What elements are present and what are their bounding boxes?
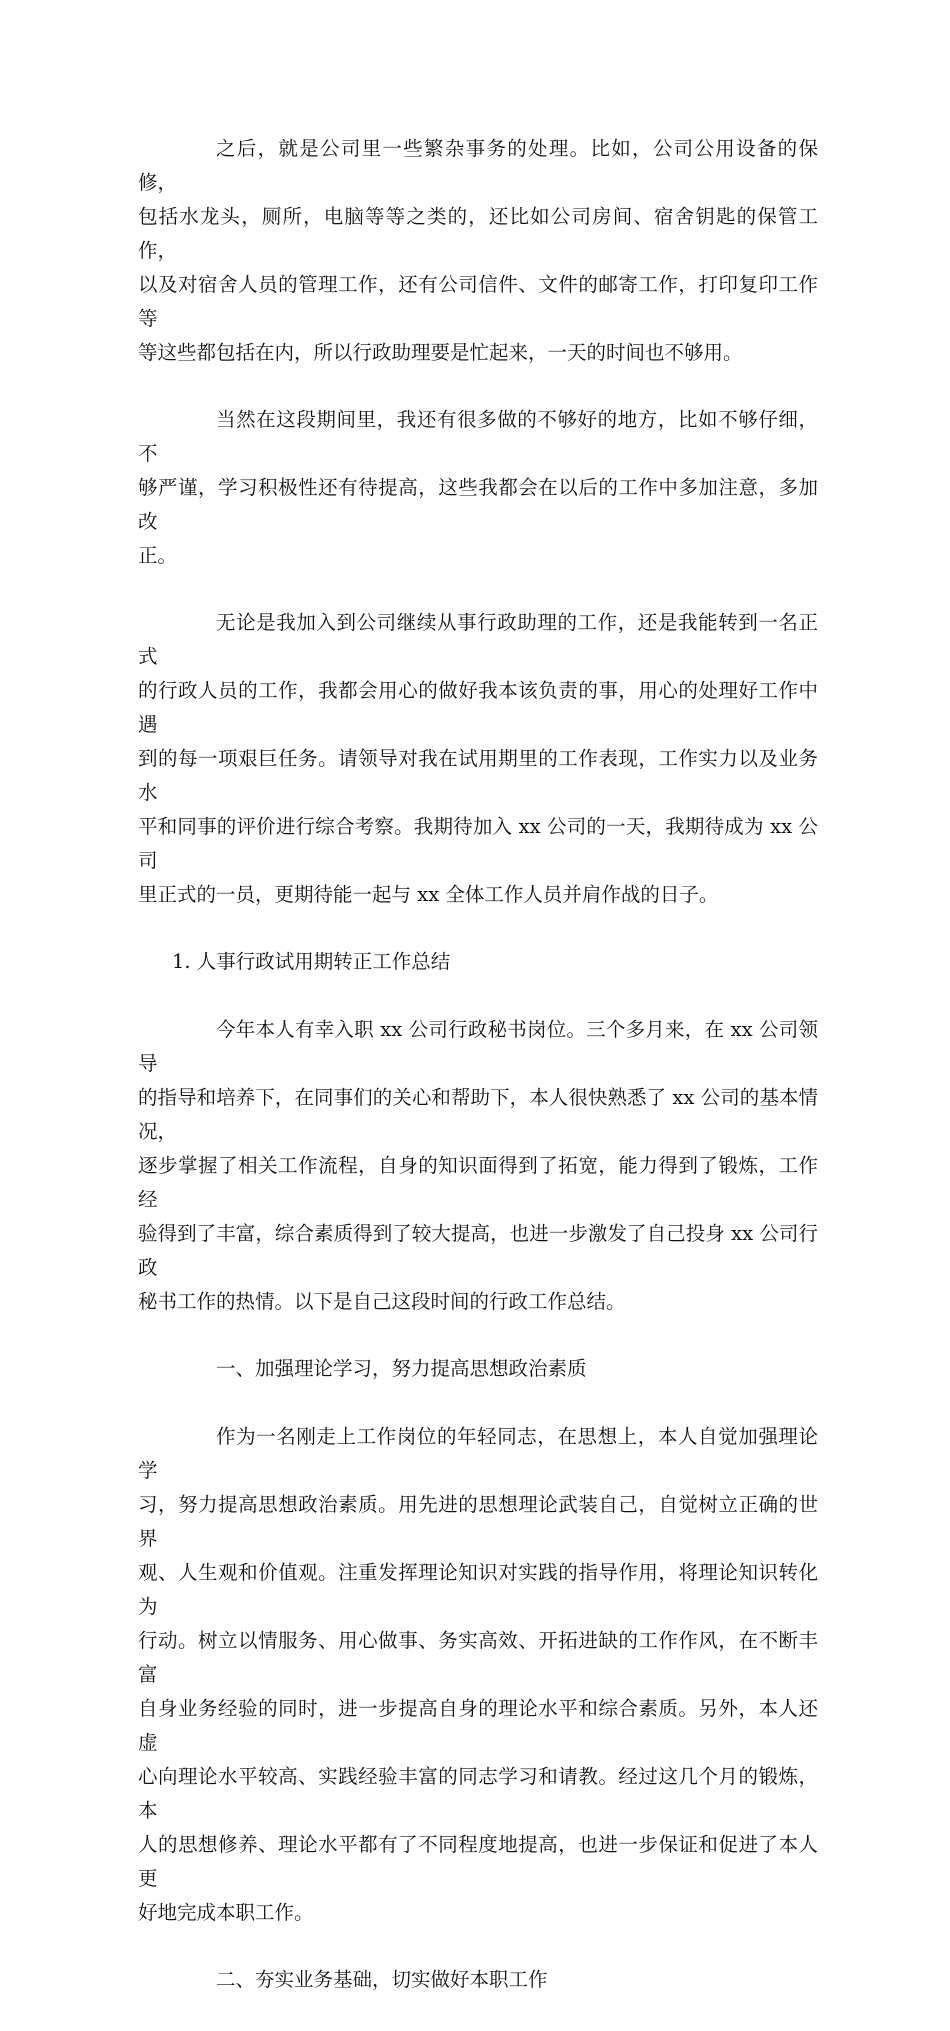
section-title-hr-probation-summary: 1. 人事行政试用期转正工作总结 — [172, 950, 451, 973]
document-body — [138, 132, 818, 2031]
paragraph-intro-summary: 今年本人有幸入职 xx 公司行政秘书岗位。三个多月来，在 xx 公司领导 的指导和培养下，在同事们的关心和帮助下，本人很快熟悉了 xx 公司的基本情况， 逐步掌握了相关工作流程，自身的知识面得到了拓宽，能力得到了锻炼，工作经 验得到了丰富，综合素质得到了较大提高，也进一步激发了自己投身 xx 公司行政 秘书工作的热情。以下是自己这段时间的行政工作总结。 — [138, 1018, 818, 1313]
paragraph-misc-duties: 之后，就是公司里一些繁杂事务的处理。比如，公司公用设备的保修， 包括水龙头，厕所，电脑等等之类的，还比如公司房间、宿舍钥匙的保管工作， 以及对宿舍人员的管理工作，还有公司信件、文件的邮寄工作，打印复印工作等 等这些都包括在内，所以行政助理要是忙起来，一天的时间也不够用。 — [138, 137, 818, 364]
paragraph-shortcomings: 当然在这段期间里，我还有很多做的不够好的地方，比如不够仔细，不 够严谨，学习积极性还有待提高，这些我都会在以后的工作中多加注意，多加改 正。 — [138, 408, 818, 567]
paragraph-theory-study: 作为一名刚走上工作岗位的年轻同志，在思想上，本人自觉加强理论学 习，努力提高思想政治素质。用先进的思想理论武装自己，自觉树立正确的世界 观、人生观和价值观。注重发挥理论知识对实践的指导作用，将理论知识转化为 行动。树立以情服务、用心做事、务实高效、开拓进缺的工作作风，在不断丰富 自身业务经验的同时，进一步提高自身的理论水平和综合素质。另外，本人还虚 心向理论水平较高、实践经验丰富的同志学习和请教。经过这几个月的锻炼，本 人的思想修养、理论水平都有了不同程度地提高，也进一步保证和促进了本人更 好地完成本职工作。 — [138, 1425, 818, 1924]
paragraph-expectations: 无论是我加入到公司继续从事行政助理的工作，还是我能转到一名正式 的行政人员的工作，我都会用心的做好我本该负责的事，用心的处理好工作中遇 到的每一项艰巨任务。请领导对我在试用期里的工作表现，工作实力以及业务水 平和同事的评价进行综合考察。我期待加入 xx 公司的一天，我期待成为 xx 公司 里正式的一员，更期待能一起与 xx 全体工作人员并肩作战的日子。 — [138, 611, 818, 906]
heading-business-foundation: 二、夯实业务基础，切实做好本职工作 — [216, 1968, 548, 1991]
heading-theory-study: 一、加强理论学习，努力提高思想政治素质 — [216, 1357, 587, 1380]
